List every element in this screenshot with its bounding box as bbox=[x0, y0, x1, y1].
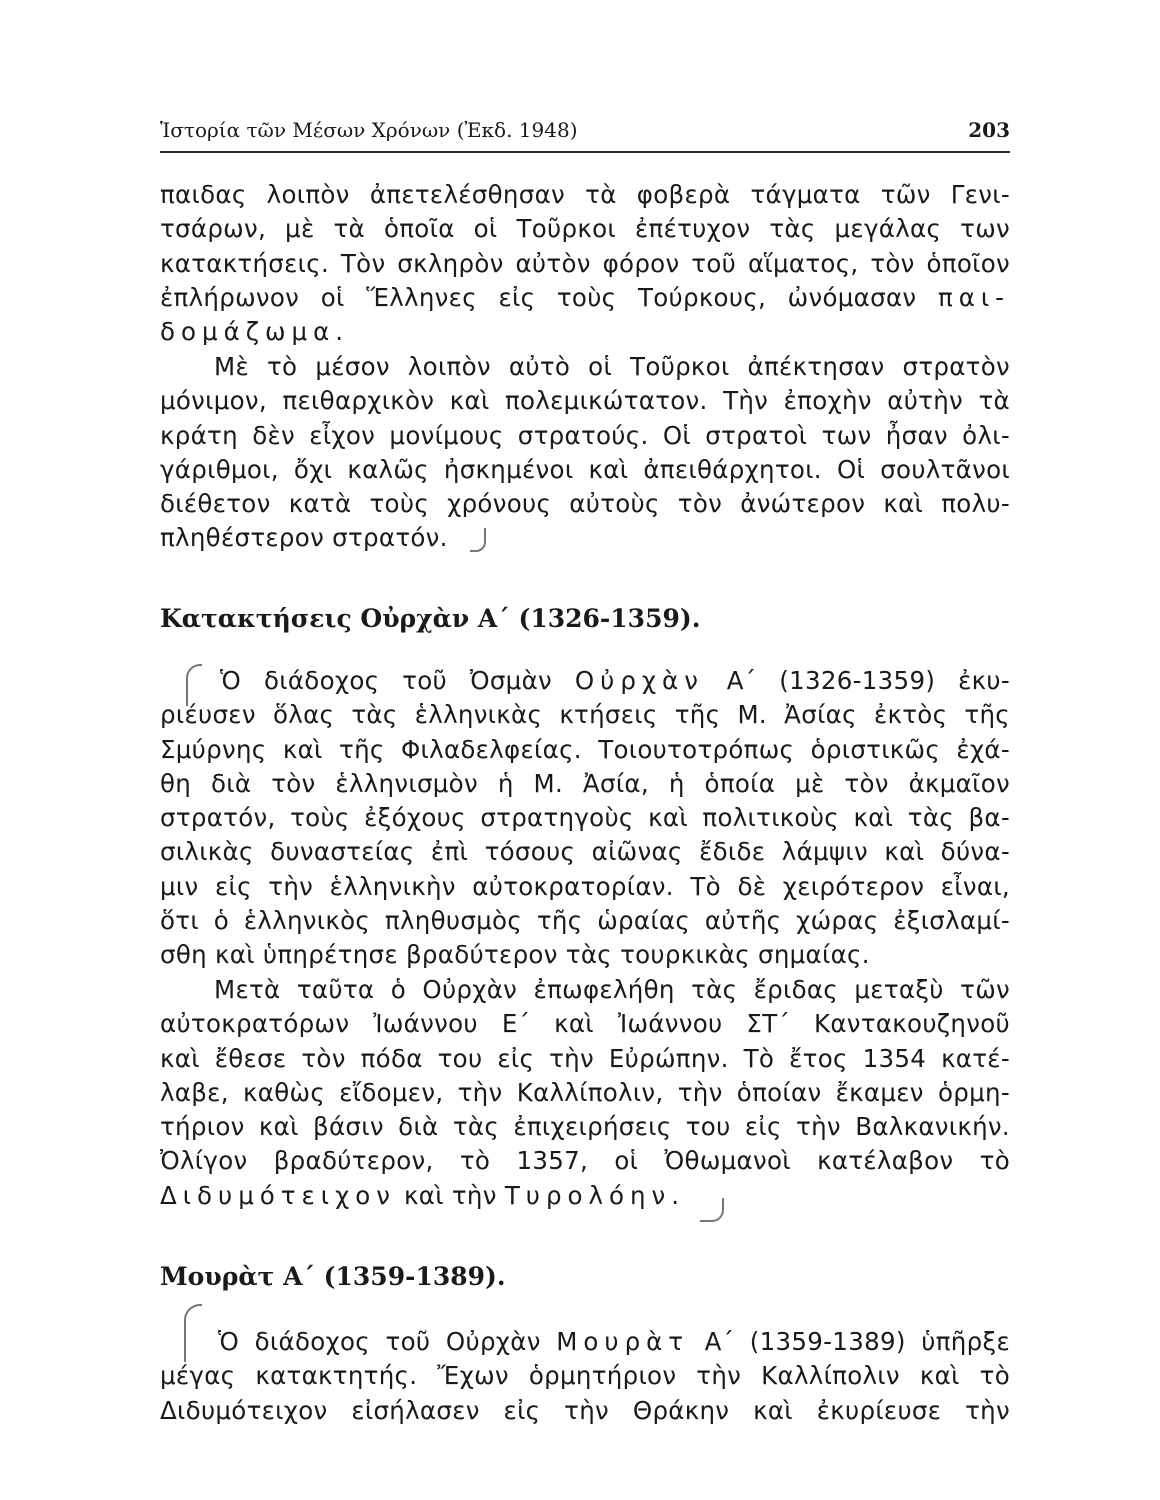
section-heading-murad: Μουρὰτ Α΄ (1359-1389). bbox=[160, 1262, 506, 1291]
running-title: Ἱστορία τῶν Μέσων Χρόνων (Ἐκδ. 1948) bbox=[160, 118, 578, 142]
text-segment: ἐπλήρωνον οἱ Ἕλληνες εἰς τοὺς Τούρκους, ὠνόμασαν bbox=[160, 282, 917, 312]
text-line: σθη καὶ ὑπηρέτησε βραδύτερον τὰς τουρκικὰς σημαίας. bbox=[160, 940, 870, 970]
spaced-word: Μουρὰτ bbox=[556, 1327, 690, 1356]
text-line: στρατόν, τοὺς ἐξόχους στρατηγοὺς καὶ πολιτικοὺς καὶ τὰς βα- bbox=[160, 803, 1010, 833]
text-line: σιλικὰς δυναστείας ἐπὶ τόσους αἰῶνας ἔδιδε λάμψιν καὶ δύνα- bbox=[160, 837, 1010, 867]
paragraph-1 bbox=[160, 178, 1010, 349]
pencil-mark-icon bbox=[700, 1198, 724, 1222]
text-line: λαβε, καθὼς εἴδομεν, τὴν Καλλίπολιν, τὴν ὁποίαν ἔκαμεν ὁρμη- bbox=[160, 1077, 1010, 1107]
text-line: παιδας λοιπὸν ἀπετελέσθησαν τὰ φοβερὰ τάγματα τῶν Γενι- bbox=[160, 180, 1010, 209]
paragraph-3 bbox=[160, 664, 1010, 973]
paragraph-2 bbox=[160, 350, 1010, 556]
paragraph-4 bbox=[160, 973, 1010, 1213]
text-line: μέγας κατακτητής. Ἔχων ὁρμητήριον τὴν Καλλίπολιν καὶ τὸ bbox=[160, 1361, 1010, 1391]
text-segment: Α΄ (1326-1359) ἐκυ- bbox=[726, 666, 1010, 695]
text-line: τσάρων, μὲ τὰ ὁποῖα οἱ Τοῦρκοι ἐπέτυχον τὰς μεγάλας των bbox=[160, 214, 1010, 244]
text-line bbox=[160, 664, 1010, 698]
pencil-mark-icon bbox=[470, 528, 486, 552]
text-line: ὅτι ὁ ἑλληνικὸς πληθυσμὸς τῆς ὡραίας αὐτῆς χώρας ἐξισλαμί- bbox=[160, 906, 1010, 936]
text-line: μιν εἰς τὴν ἑλληνικὴν αὐτοκρατορίαν. Τὸ δὲ χειρότερον εἶναι, bbox=[160, 871, 1010, 901]
text-segment: Α΄ (1359-1389) ὑπῆρξε bbox=[704, 1327, 1010, 1356]
text-segment: Ὁ διάδοχος τοῦ Ὀσμὰν bbox=[220, 666, 552, 695]
text-line: αὐτοκρατόρων Ἰωάννου Ε΄ καὶ Ἰωάννου ΣΤ΄ Καντακουζηνοῦ bbox=[160, 1009, 1010, 1039]
pencil-mark-icon bbox=[186, 664, 202, 706]
section-heading-orhan: Κατακτήσεις Οὐρχὰν Α΄ (1326-1359). bbox=[160, 604, 701, 633]
text-line bbox=[160, 281, 1010, 315]
page-header bbox=[160, 118, 1010, 150]
text-line: τήριον καὶ βάσιν διὰ τὰς ἐπιχειρήσεις του εἰς τὴν Βαλκανικήν. bbox=[160, 1112, 1010, 1142]
spaced-word: Τυρολόην. bbox=[504, 1180, 686, 1210]
text-line: κατακτήσεις. Τὸν σκληρὸν αὐτὸν φόρον τοῦ αἵματος, τὸν ὁποῖον bbox=[160, 248, 1010, 278]
text-line bbox=[160, 1325, 1010, 1359]
text-line: καὶ ἔθεσε τὸν πόδα του εἰς τὴν Εὐρώπην. Τὸ ἔτος 1354 κατέ- bbox=[160, 1043, 1010, 1073]
text-line: Μετὰ ταῦτα ὁ Οὐρχὰν ἐπωφελήθη τὰς ἔριδας μεταξὺ τῶν bbox=[214, 975, 1010, 1004]
text-line: ριέυσεν ὅλας τὰς ἑλληνικὰς κτήσεις τῆς Μ. Ἀσίας ἐκτὸς τῆς bbox=[160, 700, 1010, 730]
spaced-word: Διδυμότειχον bbox=[160, 1180, 396, 1210]
text-line: πληθέστερον στρατόν. bbox=[160, 523, 448, 553]
text-line: θη διὰ τὸν ἑλληνισμὸν ἡ Μ. Ἀσία, ἡ ὁποία μὲ τὸν ἀκμαῖον bbox=[160, 768, 1010, 798]
text-line: γάριθμοι, ὄχι καλῶς ἠσκημένοι καὶ ἀπειθάρχητοι. Οἱ σουλτᾶνοι bbox=[160, 454, 1010, 484]
text-line: Μὲ τὸ μέσον λοιπὸν αὐτὸ οἱ Τοῦρκοι ἀπέκτησαν στρατὸν bbox=[214, 352, 1010, 381]
spaced-word: Οὐρχὰν bbox=[574, 666, 704, 695]
text-line: Ὀλίγον βραδύτερον, τὸ 1357, οἱ Ὀθωμανοὶ κατέλαβον τὸ bbox=[160, 1146, 1010, 1176]
text-segment: καὶ τὴν bbox=[404, 1180, 497, 1210]
text-line: Διδυμότειχον εἰσήλασεν εἰς τὴν Θράκην καὶ ἐκυρίευσε τὴν bbox=[160, 1395, 1010, 1425]
spaced-word: παι- bbox=[937, 282, 1010, 312]
spaced-word: δομάζωμα. bbox=[160, 317, 350, 347]
page-number: 203 bbox=[968, 118, 1010, 142]
text-line: διέθετον κατὰ τοὺς χρόνους αὐτοὺς τὸν ἀνώτερον καὶ πολυ- bbox=[160, 489, 1010, 519]
header-rule bbox=[160, 151, 1010, 153]
text-line: κράτη δὲν εἶχον μονίμους στρατούς. Οἱ στρατοὶ των ἦσαν ὀλι- bbox=[160, 420, 1010, 450]
text-line: μόνιμον, πειθαρχικὸν καὶ πολεμικώτατον. Τὴν ἐποχὴν αὐτὴν τὰ bbox=[160, 386, 1010, 416]
text-segment: Ὁ διάδοχος τοῦ Οὐρχὰν bbox=[218, 1327, 541, 1356]
text-line: Σμύρνης καὶ τῆς Φιλαδελφείας. Τοιουτοτρόπως ὁριστικῶς ἐχά- bbox=[160, 734, 1010, 764]
paragraph-5 bbox=[160, 1325, 1010, 1428]
text-line bbox=[160, 1179, 1010, 1213]
pencil-mark-icon bbox=[184, 1304, 202, 1362]
